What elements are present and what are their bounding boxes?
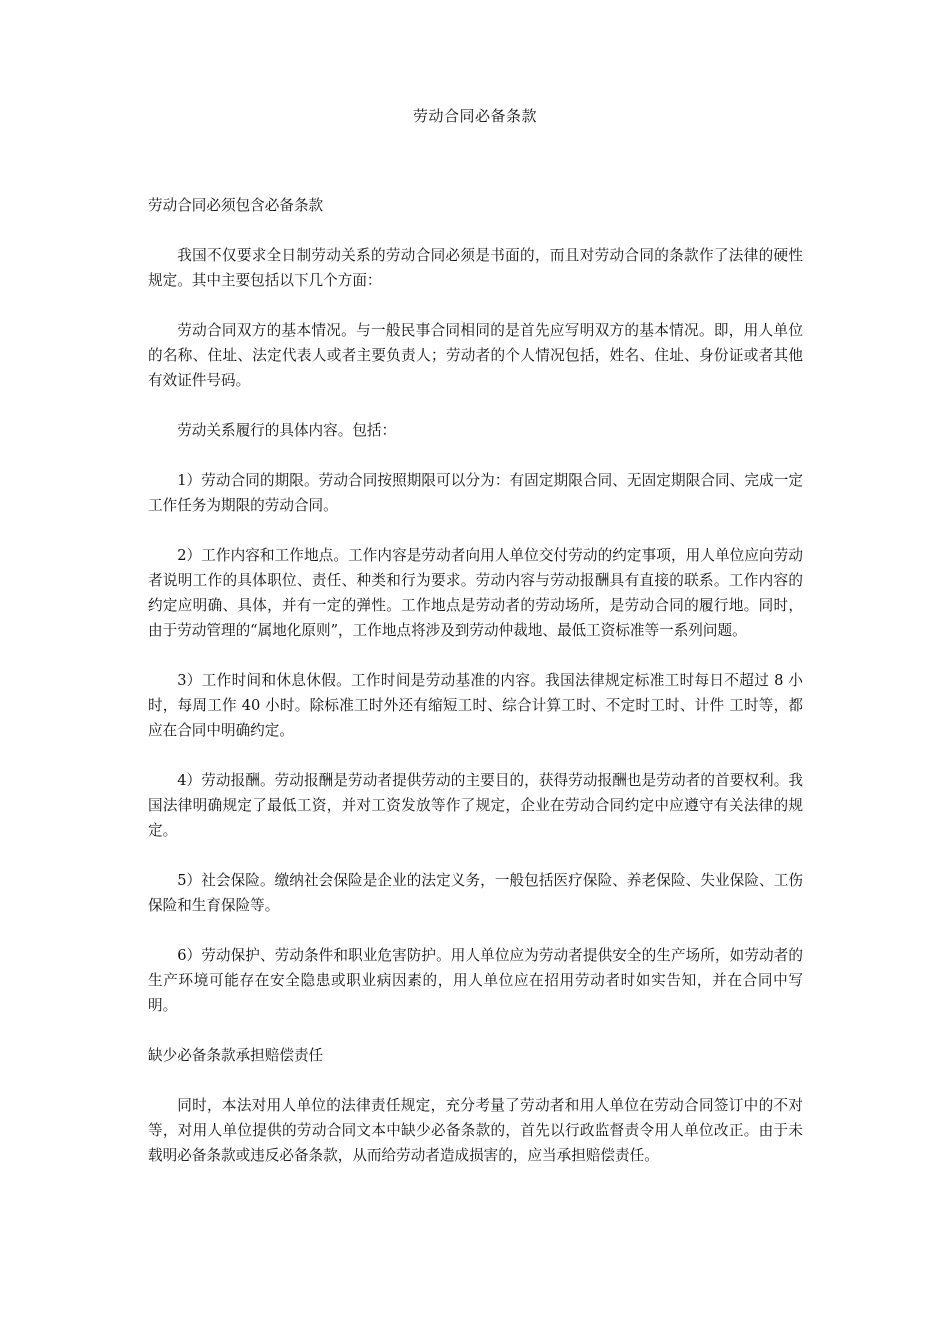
document-title: 劳动合同必备条款 [412, 107, 537, 125]
paragraph-social-insurance: 5）社会保险。缴纳社会保险是企业的法定义务，一般包括医疗保险、养老保险、失业保险、工伤保险和生育保险等。 [148, 872, 803, 914]
paragraph-contract-term: 1）劳动合同的期限。劳动合同按照期限可以分为：有固定期限合同、无固定期限合同、完成一定工作任务为期限的劳动合同。 [148, 472, 803, 514]
section-heading-required-clauses: 劳动合同必须包含必备条款 [148, 197, 324, 214]
section-heading-liability: 缺少必备条款承担赔偿责任 [148, 1047, 324, 1064]
document-body [148, 193, 803, 1193]
paragraph-work-content-location: 2）工作内容和工作地点。工作内容是劳动者向用人单位交付劳动的约定事项，用人单位应向劳动者说明工作的具体职位、责任、种类和行为要求。劳动内容与劳动报酬具有直接的联系。工作内容的约定应明确、具体，并有一定的弹性。工作地点是劳动者的劳动场所，是劳动合同的履行地。同时，由于劳动管理的“属地化原则”，工作地点将涉及到劳动仲裁地、最低工资标准等一系列问题。 [148, 547, 803, 639]
paragraph-performance-content: 劳动关系履行的具体内容。包括： [177, 422, 397, 439]
paragraph-working-hours-leave: 3）工作时间和休息休假。工作时间是劳动基准的内容。我国法律规定标准工时每日不超过 8 小时，每周工作 40 小时。除标准工时外还有缩短工时、综合计算工时、不定时工时、计件 工时等，都应在合同中明确约定。 [148, 672, 803, 739]
paragraph-liability-compensation: 同时，本法对用人单位的法律责任规定，充分考量了劳动者和用人单位在劳动合同签订中的不对等，对用人单位提供的劳动合同文本中缺少必备条款的，首先以行政监督责令用人单位改正。由于未载明必备条款或违反必备条款，从而给劳动者造成损害的，应当承担赔偿责任。 [148, 1097, 803, 1164]
paragraph-written-contract-requirement: 我国不仅要求全日制劳动关系的劳动合同必须是书面的，而且对劳动合同的条款作了法律的硬性规定。其中主要包括以下几个方面： [148, 247, 803, 289]
paragraph-labor-protection: 6）劳动保护、劳动条件和职业危害防护。用人单位应为劳动者提供安全的生产场所，如劳动者的生产环境可能存在安全隐患或职业病因素的，用人单位应在招用劳动者时如实告知，并在合同中写明。 [148, 947, 803, 1014]
paragraph-remuneration: 4）劳动报酬。劳动报酬是劳动者提供劳动的主要目的，获得劳动报酬也是劳动者的首要权利。我国法律明确规定了最低工资，并对工资发放等作了规定，企业在劳动合同约定中应遵守有关法律的规定。 [148, 772, 803, 839]
paragraph-party-basic-info: 劳动合同双方的基本情况。与一般民事合同相同的是首先应写明双方的基本情况。即，用人单位的名称、住址、法定代表人或者主要负责人；劳动者的个人情况包括，姓名、住址、身份证或者其他有效证件号码。 [148, 322, 803, 389]
